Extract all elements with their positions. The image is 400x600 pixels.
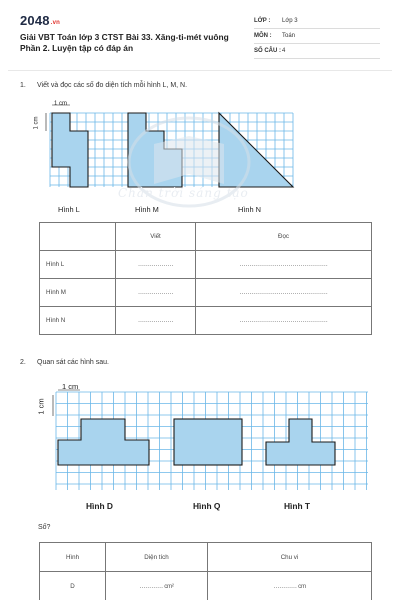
- header-divider: [8, 70, 392, 71]
- label-hinh-n: Hình N: [238, 205, 262, 214]
- q1-unit-vertical: 1 cm: [33, 116, 40, 130]
- table-row: Hình L ……………… ………………………………………: [40, 251, 372, 279]
- table-header-row: Viết Đọc: [40, 223, 372, 251]
- watermark-text: Chân trời sáng tạo: [118, 186, 249, 200]
- q2-table: [39, 542, 372, 600]
- q2-subprompt: Số?: [38, 524, 51, 531]
- q2-unit-horizontal: 1 cm: [62, 382, 79, 391]
- table-row: Hình M ……………… ………………………………………: [40, 279, 372, 307]
- q1-unit-horizontal: 1 cm: [54, 101, 68, 107]
- label-hinh-d: Hình D: [86, 501, 113, 511]
- question-2: 2. Quan sát các hình sau.: [20, 359, 109, 366]
- shape-d: [58, 419, 149, 465]
- meta-row-subject: MÔN : Toán: [254, 29, 380, 44]
- table-header-row: Hình Diện tích Chu vi: [40, 543, 372, 572]
- read-field[interactable]: ………………………………………: [239, 261, 328, 268]
- label-hinh-t: Hình T: [284, 501, 311, 511]
- read-field[interactable]: ………………………………………: [239, 289, 328, 296]
- read-field[interactable]: ………………………………………: [239, 317, 328, 324]
- shape-q: [174, 419, 242, 465]
- perimeter-field[interactable]: ………… cm: [273, 582, 306, 590]
- meta-row-class: LỚP : Lớp 3: [254, 14, 380, 29]
- meta-panel: [254, 14, 380, 59]
- write-field[interactable]: ………………: [137, 289, 174, 296]
- label-hinh-q: Hình Q: [193, 501, 221, 511]
- label-hinh-l: Hình L: [58, 205, 80, 214]
- label-hinh-m: Hình M: [135, 205, 159, 214]
- q1-table: [39, 222, 372, 335]
- write-field[interactable]: ………………: [137, 261, 174, 268]
- site-logo[interactable]: 2048.vn: [20, 13, 61, 28]
- table-row: D ………… cm² ………… cm: [40, 572, 372, 600]
- question-1: 1. Viết và đọc các số đo diện tích mỗi hình L, M, N.: [20, 82, 188, 89]
- table-row: Hình N ……………… ………………………………………: [40, 307, 372, 335]
- shape-t: [266, 419, 335, 465]
- document-title: Giải VBT Toán lớp 3 CTST Bài 33. Xăng-ti-mét vuông Phần 2. Luyện tập có đáp án: [20, 32, 229, 53]
- q2-unit-vertical: 1 cm: [36, 398, 46, 415]
- write-field[interactable]: ………………: [137, 317, 174, 324]
- area-field[interactable]: ………… cm²: [139, 582, 174, 590]
- meta-row-question-count: SỐ CÂU : 4: [254, 44, 380, 59]
- q2-figure: [38, 378, 378, 498]
